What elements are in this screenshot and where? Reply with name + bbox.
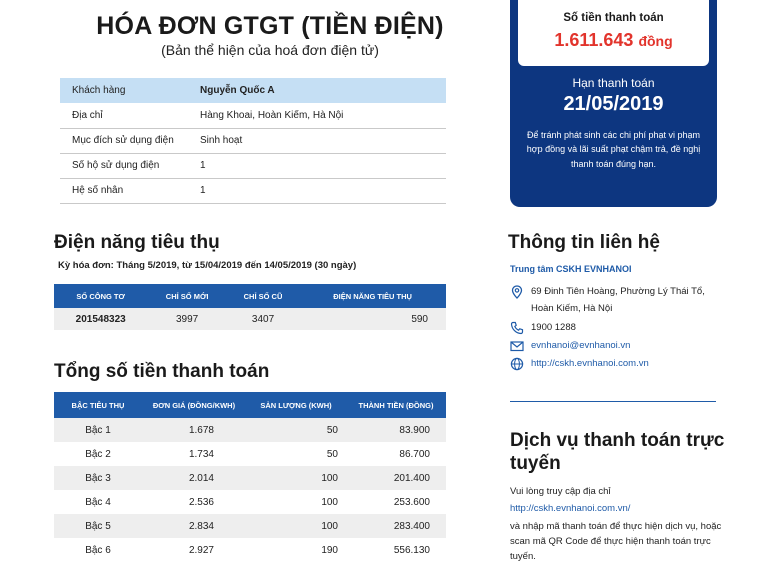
tier-row <box>54 466 446 490</box>
tier-header: ĐƠN GIÁ (ĐỒNG/KWH) <box>142 392 246 418</box>
contact-website <box>510 355 725 372</box>
tier-table <box>54 392 446 562</box>
late-payment-note: Để tránh phát sinh các chi phí phạt vi phạm hợp đồng và lãi suất phạt chậm trả, đề nghị thanh toán đúng hạn. <box>526 130 701 169</box>
tier-name: Bậc 3 <box>54 466 142 490</box>
tier-name: Bậc 5 <box>54 514 142 538</box>
customer-label: Địa chỉ <box>60 103 188 128</box>
contact-heading: Thông tin liên hệ <box>508 232 660 253</box>
contact-phone <box>510 319 725 336</box>
invoice-subtitle: (Bản thể hiện của hoá đơn điện tử) <box>161 42 379 58</box>
tier-price: 1.678 <box>142 418 246 442</box>
payment-amount-box <box>518 0 709 66</box>
customer-row <box>60 178 446 203</box>
customer-value: Sinh hoạt <box>188 128 446 153</box>
contact-address-text: 69 Đinh Tiên Hoàng, Phường Lý Thái Tổ, Hoàn Kiếm, Hà Nội <box>531 286 705 315</box>
tier-amount: 556.130 <box>393 544 430 556</box>
online-link-wrap <box>510 501 725 516</box>
customer-label: Mục đích sử dụng điện <box>60 128 188 153</box>
contact-phone-text: 1900 1288 <box>531 322 576 333</box>
tier-name: Bậc 2 <box>85 448 111 460</box>
meter-header: CHỈ SỐ MỚI <box>147 284 227 308</box>
old-reading: 3407 <box>227 308 299 330</box>
customer-label: Số hộ sử dụng điện <box>60 153 188 178</box>
payment-label: Số tiền thanh toán <box>563 12 664 24</box>
due-date-label: Hạn thanh toán <box>572 76 655 90</box>
online-payment-link[interactable]: http://cskh.evnhanoi.com.vn/ <box>510 503 631 514</box>
tier-row <box>54 538 446 562</box>
billing-period: Kỳ hóa đơn: Tháng 5/2019, từ 15/04/2019 đến 14/05/2019 (30 ngày) <box>58 260 357 271</box>
mail-icon <box>510 339 524 353</box>
tier-kwh: 50 <box>246 418 346 442</box>
location-icon <box>510 285 524 299</box>
tier-name: Bậc 1 <box>54 418 142 442</box>
tier-price: 1.734 <box>188 448 214 460</box>
tier-name: Bậc 6 <box>85 544 111 556</box>
meter-header: ĐIỆN NĂNG TIÊU THỤ <box>299 284 446 308</box>
tier-price: 2.927 <box>188 544 214 556</box>
tier-amount: 283.400 <box>346 514 446 538</box>
tier-header: BẬC TIÊU THỤ <box>54 392 142 418</box>
tier-row <box>54 514 446 538</box>
payment-amount-value: 1.611.643 <box>554 30 634 50</box>
customer-row <box>60 128 446 153</box>
tier-header: THÀNH TIỀN (ĐỒNG) <box>346 392 446 418</box>
meter-number: 201548323 <box>54 308 147 330</box>
tier-row <box>54 418 446 442</box>
tier-row <box>54 490 446 514</box>
payment-summary-card <box>510 0 717 207</box>
new-reading: 3997 <box>147 308 227 330</box>
due-date-value: 21/05/2019 <box>563 93 664 115</box>
tier-kwh: 100 <box>246 514 346 538</box>
tier-amount: 86.700 <box>399 448 430 460</box>
tier-amount: 253.600 <box>393 496 430 508</box>
invoice-title: HÓA ĐƠN GTGT (TIỀN ĐIỆN) <box>96 12 444 40</box>
consumption-heading: Điện năng tiêu thụ <box>54 232 220 253</box>
payment-amount <box>518 30 709 51</box>
contact-website-link[interactable]: http://cskh.evnhanoi.com.vn <box>531 358 649 369</box>
contact-email-link[interactable]: evnhanoi@evnhanoi.vn <box>531 340 631 351</box>
tier-header-row <box>54 392 446 418</box>
online-intro: Vui lòng truy cập địa chỉ <box>510 486 611 497</box>
tier-kwh: 100 <box>321 496 338 508</box>
tier-name: Bậc 4 <box>85 496 111 508</box>
payment-amount-unit: đồng <box>638 33 673 49</box>
total-heading: Tổng số tiền thanh toán <box>54 361 270 382</box>
meter-row <box>54 308 446 330</box>
online-payment-heading: Dịch vụ thanh toán trực tuyến <box>510 430 725 474</box>
customer-row <box>60 153 446 178</box>
meter-header-row <box>54 284 446 308</box>
tier-amount: 201.400 <box>346 466 446 490</box>
customer-value: Nguyễn Quốc A <box>188 78 446 103</box>
customer-row <box>60 103 446 128</box>
meter-table <box>54 284 446 330</box>
customer-info-table <box>60 78 446 204</box>
customer-value: Hàng Khoai, Hoàn Kiếm, Hà Nội <box>188 103 446 128</box>
tier-price: 2.536 <box>188 496 214 508</box>
customer-label: Hệ số nhân <box>60 178 188 203</box>
globe-icon <box>510 357 524 371</box>
tier-amount: 83.900 <box>346 418 446 442</box>
contact-address <box>510 283 725 317</box>
tier-kwh: 190 <box>321 544 338 556</box>
meter-header: SỐ CÔNG TƠ <box>54 284 147 308</box>
contact-org: Trung tâm CSKH EVNHANOI <box>510 264 632 274</box>
section-divider <box>510 401 716 402</box>
customer-value: 1 <box>188 153 446 178</box>
tier-kwh: 50 <box>326 448 338 460</box>
customer-row <box>60 78 446 103</box>
tier-row <box>54 442 446 466</box>
consumed-energy: 590 <box>299 308 446 330</box>
tier-header: SẢN LƯỢNG (KWH) <box>246 392 346 418</box>
customer-value: 1 <box>188 178 446 203</box>
meter-header: CHỈ SỐ CŨ <box>227 284 299 308</box>
customer-label: Khách hàng <box>60 78 188 103</box>
tier-price: 2.834 <box>142 514 246 538</box>
tier-price: 2.014 <box>142 466 246 490</box>
phone-icon <box>510 321 524 335</box>
contact-email <box>510 337 725 354</box>
tier-kwh: 100 <box>246 466 346 490</box>
online-instructions: và nhập mã thanh toán để thực hiện dịch vụ, hoặc scan mã QR Code để thực hiện thanh toán trực tuyến. <box>510 521 722 563</box>
